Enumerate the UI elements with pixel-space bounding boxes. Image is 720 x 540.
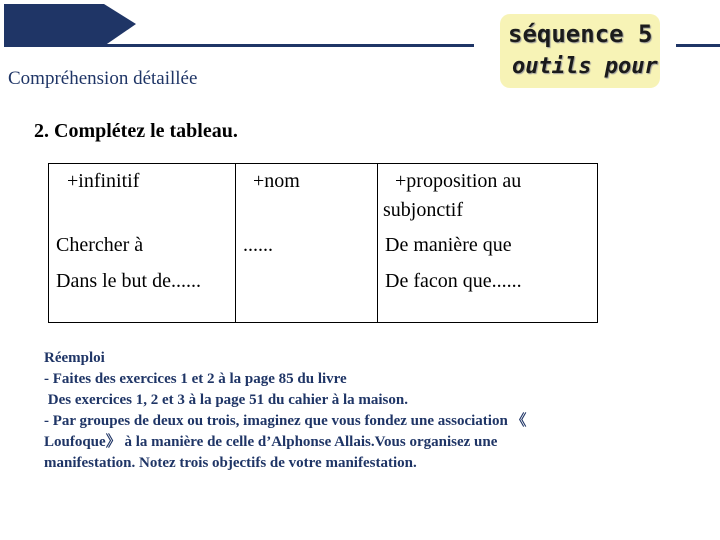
sequence-title: séquence 5 [508, 20, 653, 48]
reemploi-line [44, 432, 664, 453]
reemploi-section [44, 348, 664, 474]
cell-chercher: Chercher à [56, 234, 144, 256]
header-subjonctif: subjonctif [383, 199, 463, 221]
sequence-badge [500, 14, 660, 88]
table-divider [235, 164, 236, 322]
reemploi-title: Réemploi [44, 350, 105, 366]
cell-nom-blank: ...... [243, 234, 273, 256]
reemploi-line: manifestation. Notez trois objectifs de votre manifestation. [44, 455, 417, 471]
completion-table [48, 163, 598, 323]
table-divider [377, 164, 378, 322]
close-bracket: 》 [105, 434, 121, 450]
header-divider-right [676, 44, 720, 47]
reemploi-line: - Faites des exercices 1 et 2 à la page 85 du livre [44, 371, 347, 387]
page-subtitle: Compréhension détaillée [8, 68, 198, 89]
exercise-question: 2. Complétez le tableau. [34, 120, 238, 142]
loufoque-word: Loufoque [44, 434, 106, 450]
header-nom: +nom [253, 170, 300, 192]
reemploi-line: Des exercices 1, 2 et 3 à la page 51 du cahier à la maison. [44, 392, 408, 408]
open-bracket: 《 [511, 413, 527, 429]
header-banner-arrow [0, 0, 140, 48]
header-infinitif: +infinitif [67, 170, 140, 192]
tools-label: outils pour [512, 54, 658, 79]
reemploi-line [44, 411, 664, 432]
cell-de-facon: De facon que...... [385, 270, 522, 292]
header-divider-left [4, 44, 474, 47]
reemploi-line-text: à la manière de celle d’Alphonse Allais.Vous organisez une [124, 434, 498, 450]
cell-dans-le-but: Dans le but de...... [56, 270, 201, 292]
cell-de-maniere: De manière que [385, 234, 512, 256]
reemploi-line-text: - Par groupes de deux ou trois, imaginez que vous fondez une association [44, 413, 508, 429]
header-proposition: +proposition au [395, 170, 522, 192]
